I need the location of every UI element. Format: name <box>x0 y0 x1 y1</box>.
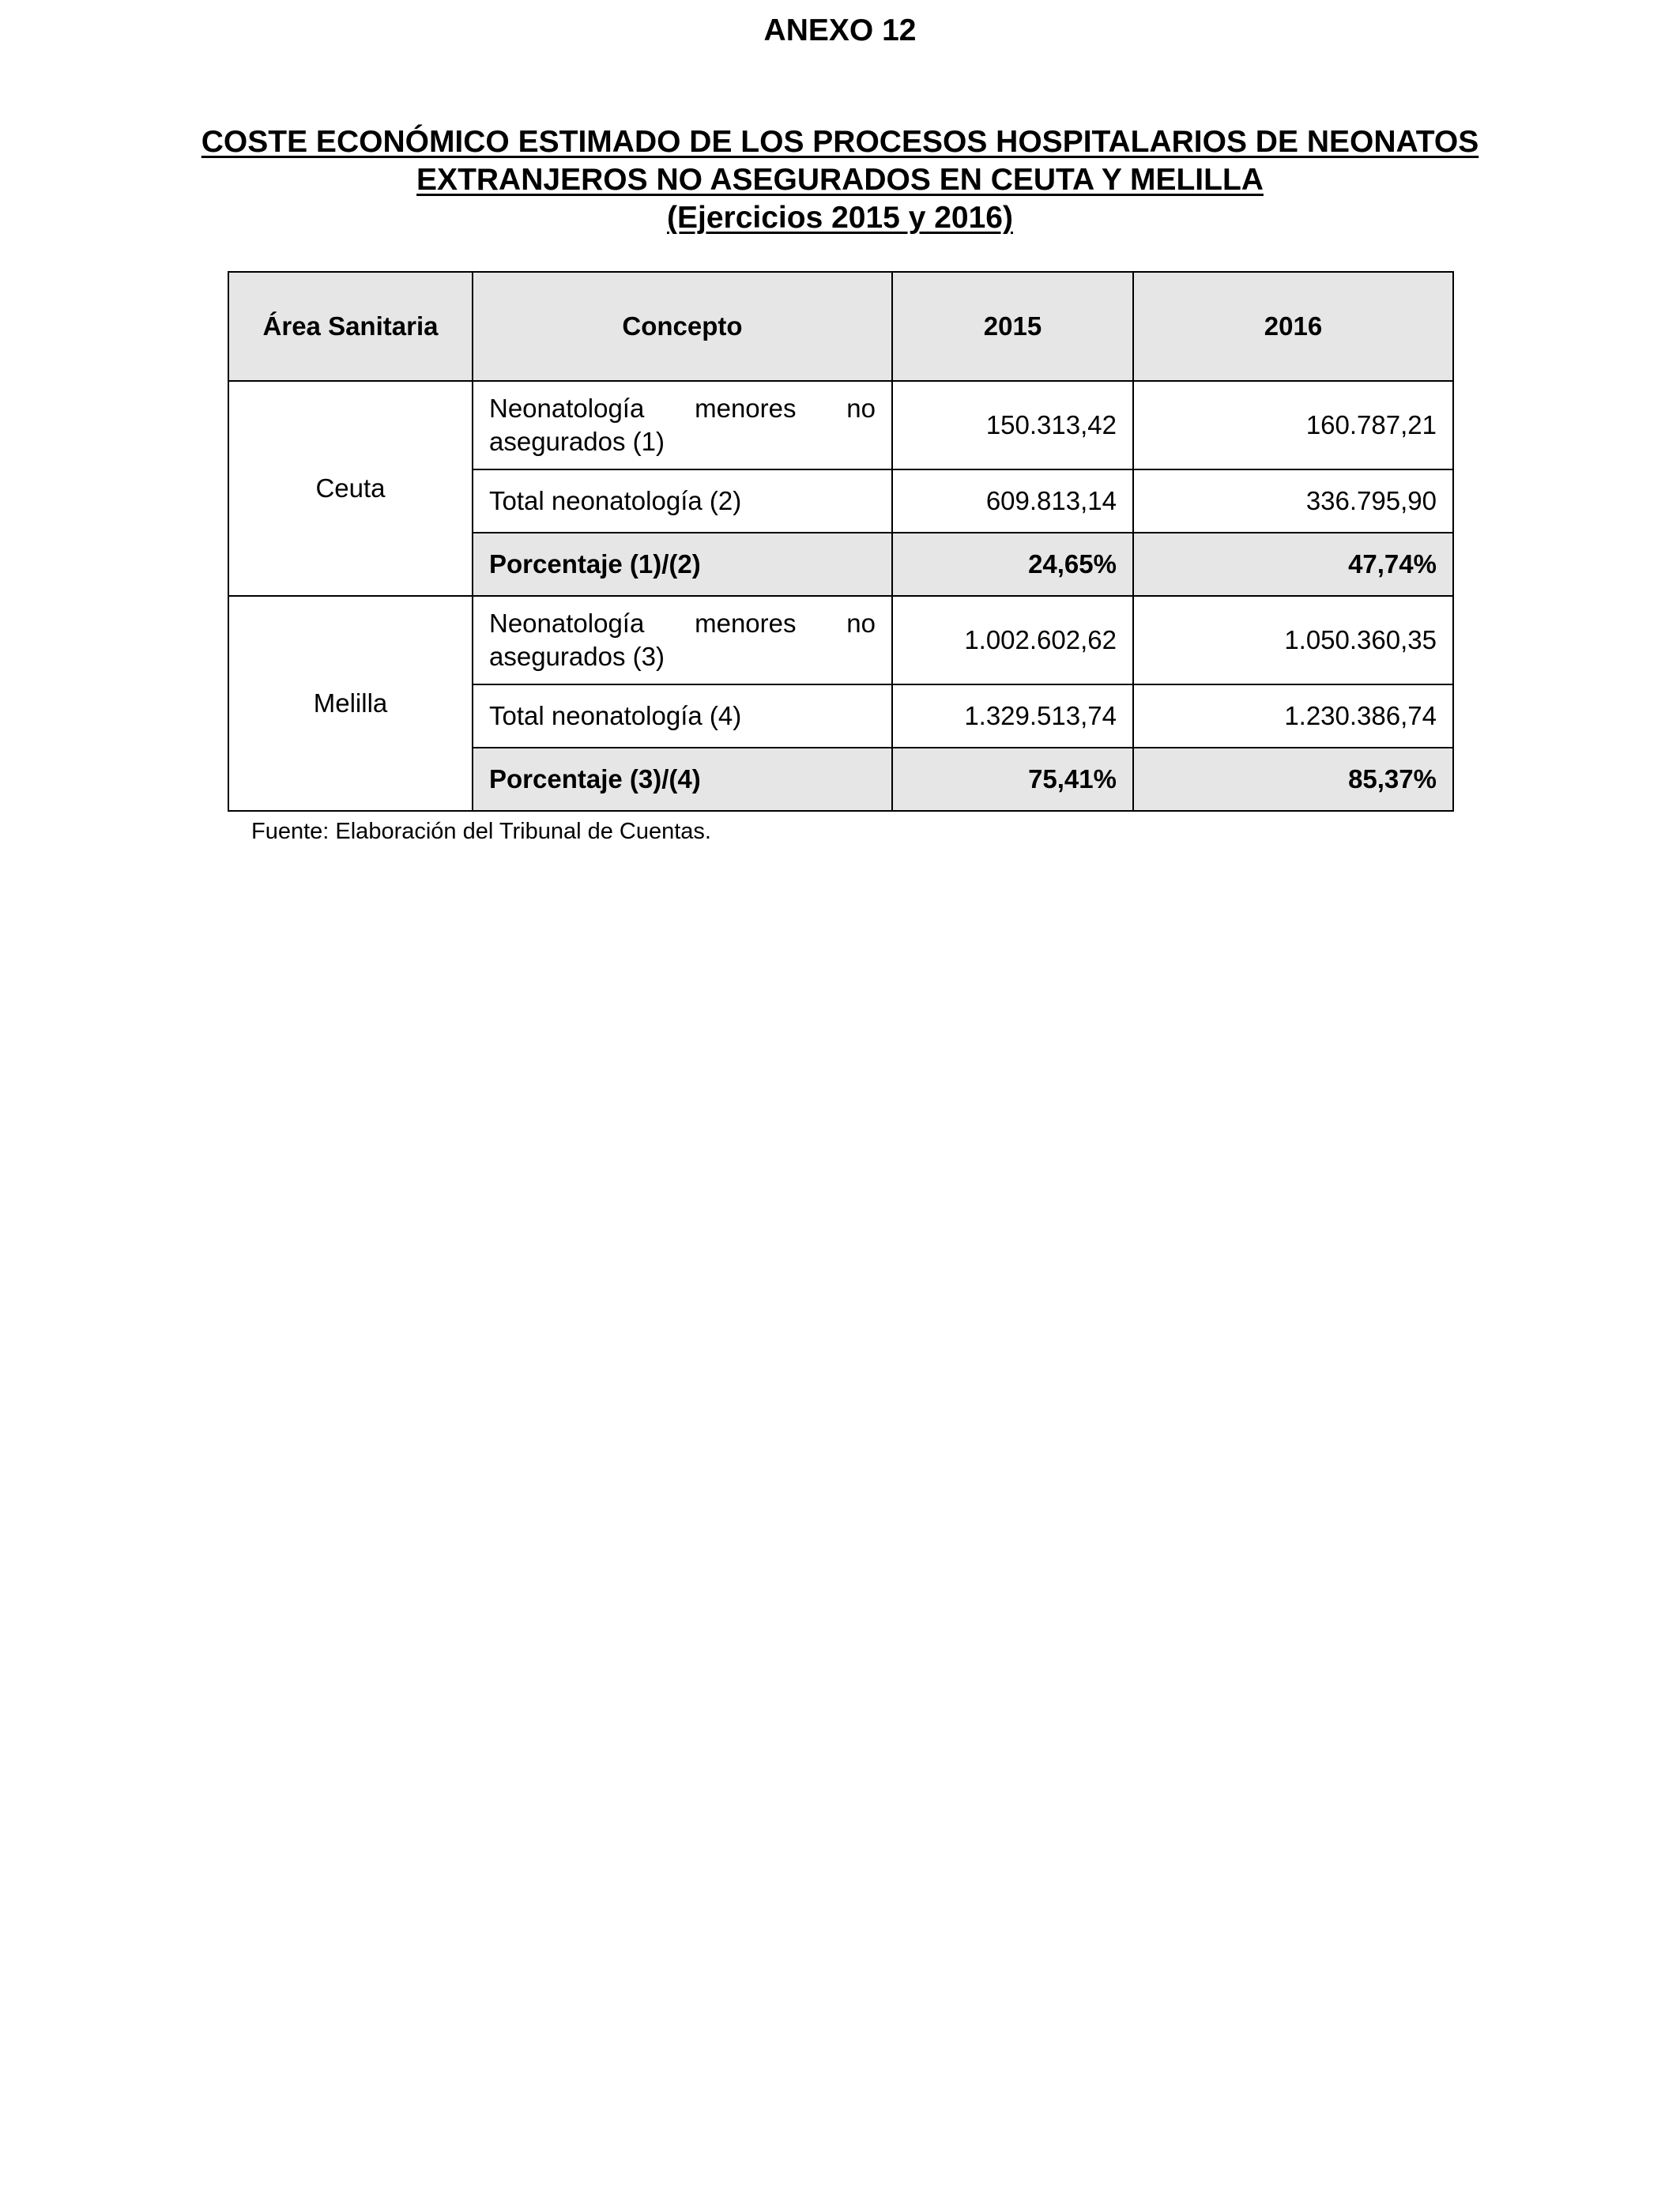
concept-cell: Total neonatología (4) <box>473 684 892 748</box>
header-2015: 2015 <box>892 272 1133 381</box>
value-2016-cell: 47,74% <box>1133 533 1453 596</box>
title-line-2: EXTRANJEROS NO ASEGURADOS EN CEUTA Y MELILLA <box>416 163 1264 197</box>
cost-table <box>228 271 1454 812</box>
header-concept: Concepto <box>473 272 892 381</box>
concept-cell: Porcentaje (3)/(4) <box>473 748 892 811</box>
concept-cell: Porcentaje (1)/(2) <box>473 533 892 596</box>
concept-cell: Total neonatología (2) <box>473 469 892 533</box>
value-2015-cell: 1.329.513,74 <box>892 684 1133 748</box>
area-cell-melilla: Melilla <box>228 596 473 811</box>
value-2016-cell: 1.050.360,35 <box>1133 596 1453 684</box>
header-2016: 2016 <box>1133 272 1453 381</box>
concept-cell: Neonatología menores no asegurados (3) <box>473 596 892 684</box>
title-line-1: COSTE ECONÓMICO ESTIMADO DE LOS PROCESOS HOSPITALARIOS DE NEONATOS <box>201 125 1479 159</box>
value-2015-cell: 75,41% <box>892 748 1133 811</box>
value-2015-cell: 24,65% <box>892 533 1133 596</box>
title-line-3: (Ejercicios 2015 y 2016) <box>667 201 1013 235</box>
area-cell-ceuta: Ceuta <box>228 381 473 596</box>
document-title <box>0 123 1680 237</box>
header-area: Área Sanitaria <box>228 272 473 381</box>
value-2015-cell: 609.813,14 <box>892 469 1133 533</box>
value-2016-cell: 1.230.386,74 <box>1133 684 1453 748</box>
value-2015-cell: 150.313,42 <box>892 381 1133 469</box>
value-2016-cell: 336.795,90 <box>1133 469 1453 533</box>
value-2016-cell: 85,37% <box>1133 748 1453 811</box>
table-header-row <box>228 272 1453 381</box>
concept-cell: Neonatología menores no asegurados (1) <box>473 381 892 469</box>
table-row <box>228 596 1453 684</box>
value-2015-cell: 1.002.602,62 <box>892 596 1133 684</box>
annex-heading: ANEXO 12 <box>763 13 917 47</box>
value-2016-cell: 160.787,21 <box>1133 381 1453 469</box>
source-note: Fuente: Elaboración del Tribunal de Cuentas. <box>251 819 711 844</box>
table-row <box>228 381 1453 469</box>
